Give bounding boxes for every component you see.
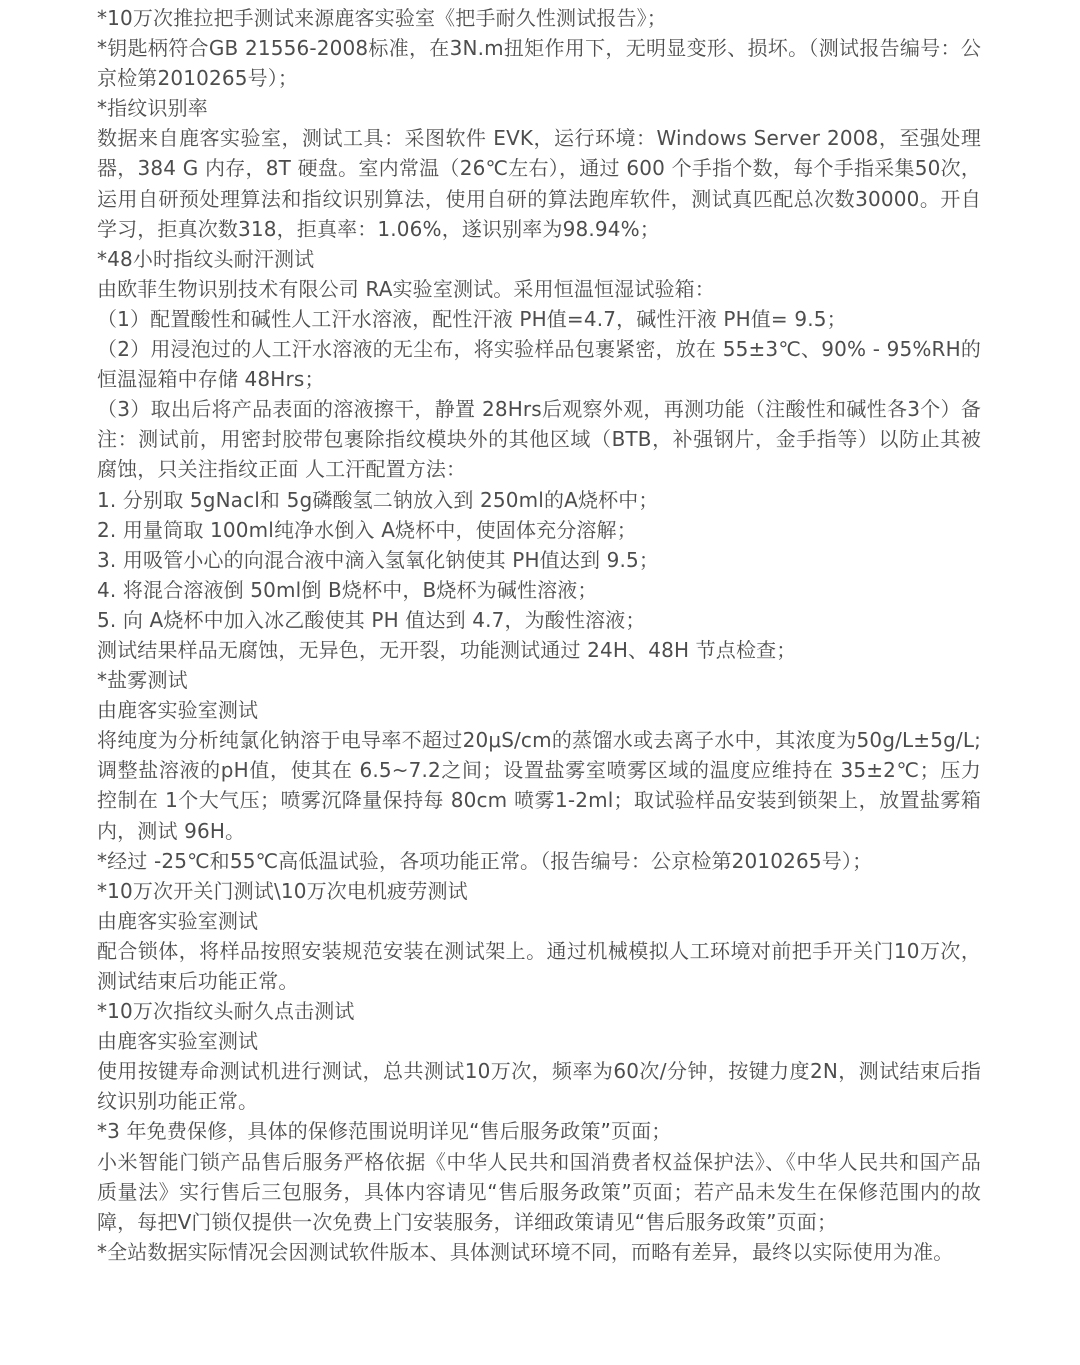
document-body [97, 3, 981, 1267]
paragraph-salt-spray-detail: 将纯度为分析纯氯化钠溶于电导率不超过20μS/cm的蒸馏水或去离子水中，其浓度为50g/L±5g/L;调整盐溶液的pH值，使其在 6.5~7.2之间；设置盐雾室喷雾区域的温度应维持在 35±2℃；压力控制在 1个大气压；喷雾沉降量保持每 80cm 喷雾1-2ml；取试验样品安装到锁架上，放置盐雾箱内，测试 96H。 [97, 728, 981, 843]
paragraph-sweat-step-3: （3）取出后将产品表面的溶液擦干，静置 28Hrs后观察外观，再测功能（注酸性和碱性各3个）备注：测试前，用密封胶带包裹除指纹模块外的其他区域（BTB，补强钢片，金手指等）以防止其被腐蚀，只关注指纹正面 人工汗配置方法： [97, 397, 981, 482]
paragraph-salt-spray-lab: 由鹿客实验室测试 [97, 698, 259, 723]
paragraph-method-2: 2. 用量筒取 100ml纯净水倒入 A烧杯中，使固体充分溶解； [97, 517, 637, 542]
paragraph-method-4: 4. 将混合溶液倒 50ml倒 B烧杯中，B烧杯为碱性溶液； [97, 577, 598, 602]
paragraph-temperature-test: *经过 -25℃和55℃高低温试验，各项功能正常。（报告编号：公京检第2010265号）； [97, 848, 873, 873]
paragraph-sweat-step-2: （2）用浸泡过的人工汗水溶液的无尘布，将实验样品包裹紧密，放在 55±3℃、90% - 95%RH的恒温湿箱中存储 48Hrs； [97, 337, 981, 392]
paragraph-key-handle-standard: *钥匙柄符合GB 21556-2008标准，在3N.m扭矩作用下，无明显变形、损坏。（测试报告编号：公京检第2010265号）； [97, 36, 981, 91]
paragraph-after-sales: 小米智能门锁产品售后服务严格依据《中华人民共和国消费者权益保护法》、《中华人民共和国产品质量法》实行售后三包服务，具体内容请见“售后服务政策”页面；若产品未发生在保修范围内的故障，每把V门锁仅提供一次免费上门安装服务，详细政策请见“售后服务政策”页面； [97, 1149, 981, 1234]
heading-door-motor-test: *10万次开关门测试\10万次电机疲劳测试 [97, 878, 468, 903]
paragraph-method-1: 1. 分别取 5gNacl和 5g磷酸氢二钠放入到 250ml的A烧杯中； [97, 487, 659, 512]
paragraph-warranty: *3 年免费保修，具体的保修范围说明详见“售后服务政策”页面； [97, 1119, 672, 1144]
paragraph-sweat-lab: 由欧菲生物识别技术有限公司 RA实验室测试。采用恒温恒湿试验箱： [97, 276, 715, 301]
paragraph-method-5: 5. 向 A烧杯中加入冰乙酸使其 PH 值达到 4.7，为酸性溶液； [97, 607, 646, 632]
heading-salt-spray: *盐雾测试 [97, 668, 188, 693]
paragraph-handle-test: *10万次推拉把手测试来源鹿客实验室《把手耐久性测试报告》； [97, 6, 667, 30]
paragraph-sweat-step-1: （1）配置酸性和碱性人工汗水溶液，配性汗液 PH值=4.7，碱性汗液 PH值= 9.5； [97, 306, 847, 331]
paragraph-fingerprint-rate: 数据来自鹿客实验室，测试工具：采图软件 EVK，运行环境：Windows Server 2008，至强处理器，384 G 内存，8T 硬盘。室内常温（26℃左右），通过 600 个手指个数，每个手指采集50次，运用自研预处理算法和指纹识别算法，使用自研的算法跑库软件，测试真匹配总次数30000。开自学习，拒真次数318，拒真率：1.06%，遂识别率为98.94%； [97, 126, 981, 241]
paragraph-method-3: 3. 用吸管小心的向混合液中滴入氢氧化钠使其 PH值达到 9.5； [97, 547, 660, 572]
paragraph-door-motor-lab: 由鹿客实验室测试 [97, 908, 259, 933]
paragraph-click-test-lab: 由鹿客实验室测试 [97, 1029, 259, 1054]
paragraph-disclaimer: *全站数据实际情况会因测试软件版本、具体测试环境不同，而略有差异，最终以实际使用为准。 [97, 1239, 954, 1264]
heading-sweat-test: *48小时指纹头耐汗测试 [97, 246, 315, 271]
paragraph-door-motor-detail: 配合锁体，将样品按照安装规范安装在测试架上。通过机械模拟人工环境对前把手开关门10万次，测试结束后功能正常。 [97, 938, 981, 993]
paragraph-click-test-detail: 使用按键寿命测试机进行测试，总共测试10万次，频率为60次/分钟，按键力度2N，测试结束后指纹识别功能正常。 [97, 1059, 981, 1114]
heading-fingerprint-rate: *指纹识别率 [97, 96, 208, 121]
heading-fingerprint-click-test: *10万次指纹头耐久点击测试 [97, 999, 355, 1024]
paragraph-sweat-result: 测试结果样品无腐蚀，无异色，无开裂，功能测试通过 24H、48H 节点检查； [97, 637, 797, 662]
